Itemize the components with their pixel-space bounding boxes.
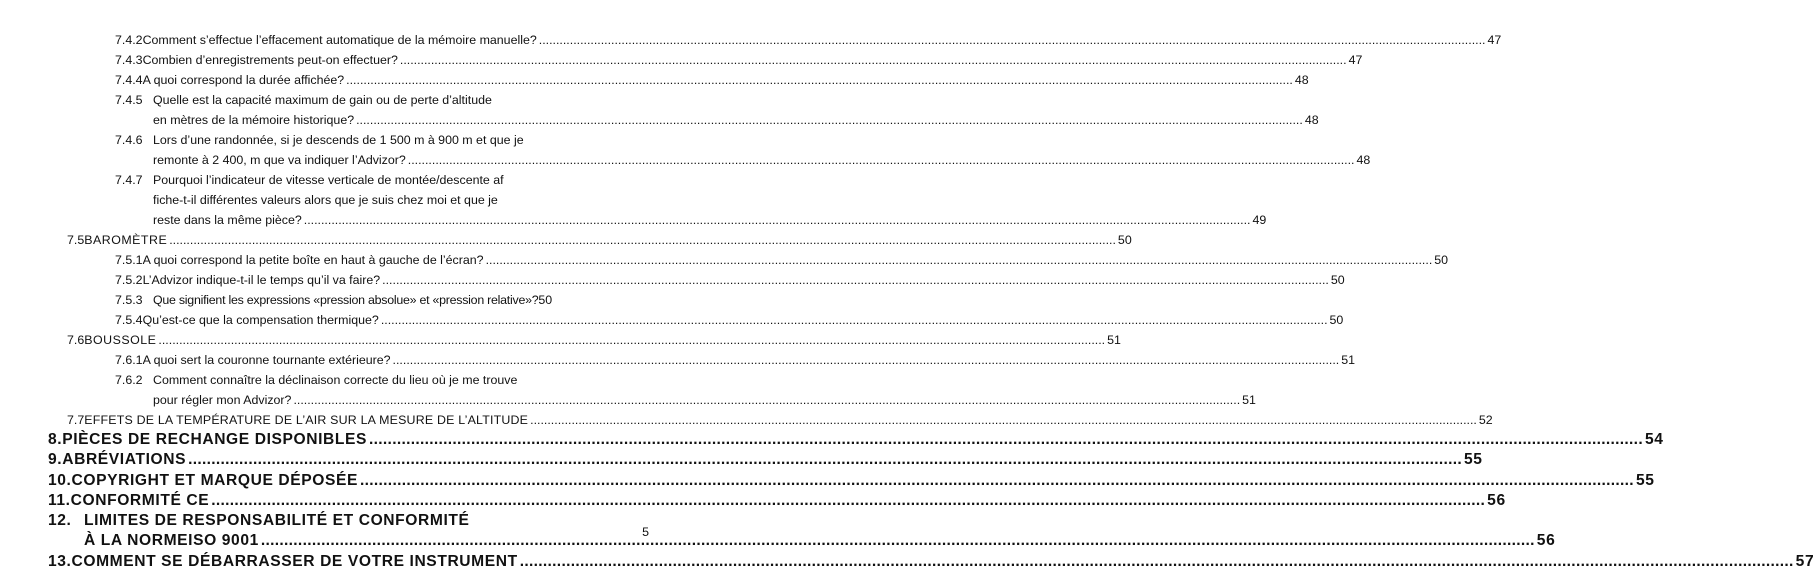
entry-page: 50 — [1330, 273, 1345, 287]
entry-page: 47 — [1487, 33, 1502, 47]
entry-title-continued: remonte à 2 400, m que va indiquer l’Advizor? — [153, 153, 406, 167]
toc-entry-7-4-7-continued[interactable] — [0, 190, 709, 210]
chapter-page: 55 — [1635, 471, 1655, 489]
leader-dots — [400, 50, 1347, 70]
leader-dots — [169, 230, 1116, 250]
chapter-title: COMMENT SE DÉBARRASSER DE VOTRE INSTRUMENT — [71, 552, 518, 570]
chapter-title-continued: À LA NORMEISO 9001 — [84, 532, 259, 550]
entry-title: Comment connaître la déclinaison correcte du lieu où je me trouve — [153, 373, 518, 387]
leader-dots — [304, 210, 1251, 230]
toc-chapter-10[interactable] — [0, 471, 1655, 491]
entry-title: L’Advizor indique-t-il le temps qu’il va faire? — [142, 273, 381, 287]
leader-dots — [381, 310, 1328, 330]
leader-dots — [356, 110, 1303, 130]
chapter-page: 57 — [1795, 552, 1814, 570]
entry-page: 47 — [1348, 53, 1363, 67]
entry-page: 50 — [538, 293, 553, 307]
chapter-title: CONFORMITÉ CE — [70, 491, 210, 509]
leader-dots — [158, 330, 1105, 350]
table-of-contents — [0, 30, 1814, 572]
entry-page: 48 — [1304, 113, 1319, 127]
chapter-number: 12. — [48, 512, 72, 530]
entry-title: Lors d’une randonnée, si je descends de 1 500 m à 900 m et que je — [153, 133, 524, 147]
leader-dots — [486, 250, 1433, 270]
section-number: 7.7 — [67, 413, 85, 427]
chapter-title: PIÈCES DE RECHANGE DISPONIBLES — [62, 431, 368, 448]
chapter-page: 56 — [1536, 532, 1556, 550]
entry-number: 7.6.1 — [115, 353, 143, 367]
toc-entry-7-4-5-continued[interactable] — [0, 110, 1319, 130]
entry-page: 48 — [1356, 153, 1371, 167]
entry-title: Combien d’enregistrements peut-on effectuer? — [142, 53, 398, 67]
entry-page: 50 — [1117, 233, 1132, 247]
leader-dots — [369, 430, 1643, 450]
section-title: BAROMÈTRE — [84, 233, 168, 247]
entry-title: A quoi correspond la durée affichée? — [142, 73, 345, 87]
leader-dots — [520, 552, 1794, 572]
toc-chapter-13[interactable] — [0, 552, 1814, 572]
toc-entry-7-4-6[interactable] — [0, 130, 709, 150]
entry-number: 7.5.1 — [115, 253, 143, 267]
toc-entry-7-5-1[interactable] — [0, 250, 1449, 270]
toc-entry-7-4-3[interactable] — [0, 50, 1363, 70]
entry-title: Quelle est la capacité maximum de gain ou de perte d’altitude — [153, 93, 492, 107]
section-number: 7.5 — [67, 233, 85, 247]
entry-title: Pourquoi l’indicateur de vitesse verticale de montée/descente af — [153, 173, 504, 187]
chapter-title: LIMITES DE RESPONSABILITÉ ET CONFORMITÉ — [84, 512, 470, 530]
entry-title-continued: pour régler mon Advizor? — [153, 393, 292, 407]
entry-number: 7.5.2 — [115, 273, 143, 287]
entry-page: 48 — [1294, 73, 1309, 87]
entry-title: Qu’est-ce que la compensation thermique? — [142, 313, 379, 327]
entry-number: 7.4.5 — [115, 93, 143, 107]
toc-entry-7-5-3[interactable] — [0, 290, 709, 310]
toc-entry-7-4-6-continued[interactable] — [0, 150, 1371, 170]
entry-number: 7.4.6 — [115, 133, 143, 147]
entry-number: 7.5.3 — [115, 293, 143, 307]
leader-dots — [530, 410, 1477, 430]
entry-page: 51 — [1341, 353, 1356, 367]
section-title: BOUSSOLE — [84, 333, 157, 347]
entry-title-continued: en mètres de la mémoire historique? — [153, 113, 355, 127]
chapter-page: 55 — [1464, 451, 1483, 469]
toc-entry-7-6-2-continued[interactable] — [0, 390, 1256, 410]
chapter-number: 9. — [48, 451, 63, 469]
section-title: EFFETS DE LA TEMPÉRATURE DE L’AIR SUR LA MESURE DE L’ALTITUDE — [84, 413, 529, 427]
entry-title: Comment s’effectue l’effacement automatique de la mémoire manuelle? — [142, 33, 537, 47]
entry-number: 7.4.3 — [115, 53, 143, 67]
chapter-page: 56 — [1487, 491, 1506, 509]
chapter-title: ABRÉVIATIONS — [62, 451, 187, 469]
chapter-title: COPYRIGHT ET MARQUE DÉPOSÉE — [71, 471, 359, 489]
toc-entry-7-4-7-continued-2[interactable] — [0, 210, 1267, 230]
toc-chapter-12-continued[interactable] — [0, 531, 1556, 551]
entry-title-continued: reste dans la même pièce? — [153, 213, 302, 227]
leader-dots — [393, 350, 1340, 370]
toc-chapter-8[interactable] — [0, 430, 1664, 450]
toc-entry-7-5-4[interactable] — [0, 310, 1344, 330]
chapter-number: 8. — [48, 431, 63, 448]
entry-page: 51 — [1242, 393, 1256, 407]
entry-number: 7.4.2 — [115, 33, 143, 47]
toc-section-7-6[interactable] — [0, 330, 1121, 350]
page-number: 5 — [642, 525, 649, 539]
entry-number: 7.4.4 — [115, 73, 143, 87]
entry-number: 7.6.2 — [115, 373, 143, 387]
chapter-page: 54 — [1644, 431, 1664, 448]
entry-title: A quoi sert la couronne tournante extérieure? — [142, 353, 391, 367]
chapter-number: 10. — [48, 471, 72, 489]
toc-entry-7-5-2[interactable] — [0, 270, 1345, 290]
toc-entry-7-4-7[interactable] — [0, 170, 709, 190]
entry-title: Que signifient les expressions «pression absolue» et «pression relative»? — [153, 293, 539, 307]
toc-chapter-9[interactable] — [0, 450, 1483, 470]
leader-dots — [382, 270, 1329, 290]
leader-dots — [261, 531, 1535, 551]
leader-dots — [211, 491, 1485, 511]
toc-section-7-5[interactable] — [0, 230, 1132, 250]
entry-page: 50 — [1329, 313, 1344, 327]
toc-entry-7-6-1[interactable] — [0, 350, 1356, 370]
leader-dots — [360, 471, 1634, 491]
toc-section-7-7[interactable] — [0, 410, 1493, 430]
entry-page: 51 — [1107, 333, 1121, 347]
entry-title-continued: fiche-t-il différentes valeurs alors que je suis chez moi et que je — [153, 193, 498, 207]
leader-dots — [188, 450, 1462, 470]
chapter-number: 11. — [48, 491, 71, 509]
toc-entry-7-6-2[interactable] — [0, 370, 709, 390]
entry-title: A quoi correspond la petite boîte en haut à gauche de l’écran? — [142, 253, 484, 267]
leader-dots — [293, 390, 1240, 410]
entry-number: 7.5.4 — [115, 313, 143, 327]
toc-entry-7-4-2[interactable] — [0, 30, 1502, 50]
leader-dots — [539, 30, 1486, 50]
entry-page: 52 — [1478, 413, 1493, 427]
chapter-number: 13. — [48, 552, 72, 570]
toc-chapter-12[interactable] — [0, 511, 709, 531]
entry-page: 50 — [1434, 253, 1449, 267]
toc-entry-7-4-4[interactable] — [0, 70, 1309, 90]
toc-entry-7-4-5[interactable] — [0, 90, 709, 110]
entry-number: 7.4.7 — [115, 173, 143, 187]
toc-chapter-11[interactable] — [0, 491, 1506, 511]
leader-dots — [408, 150, 1355, 170]
entry-page: 49 — [1252, 213, 1267, 227]
leader-dots — [346, 70, 1293, 90]
section-number: 7.6 — [67, 333, 85, 347]
